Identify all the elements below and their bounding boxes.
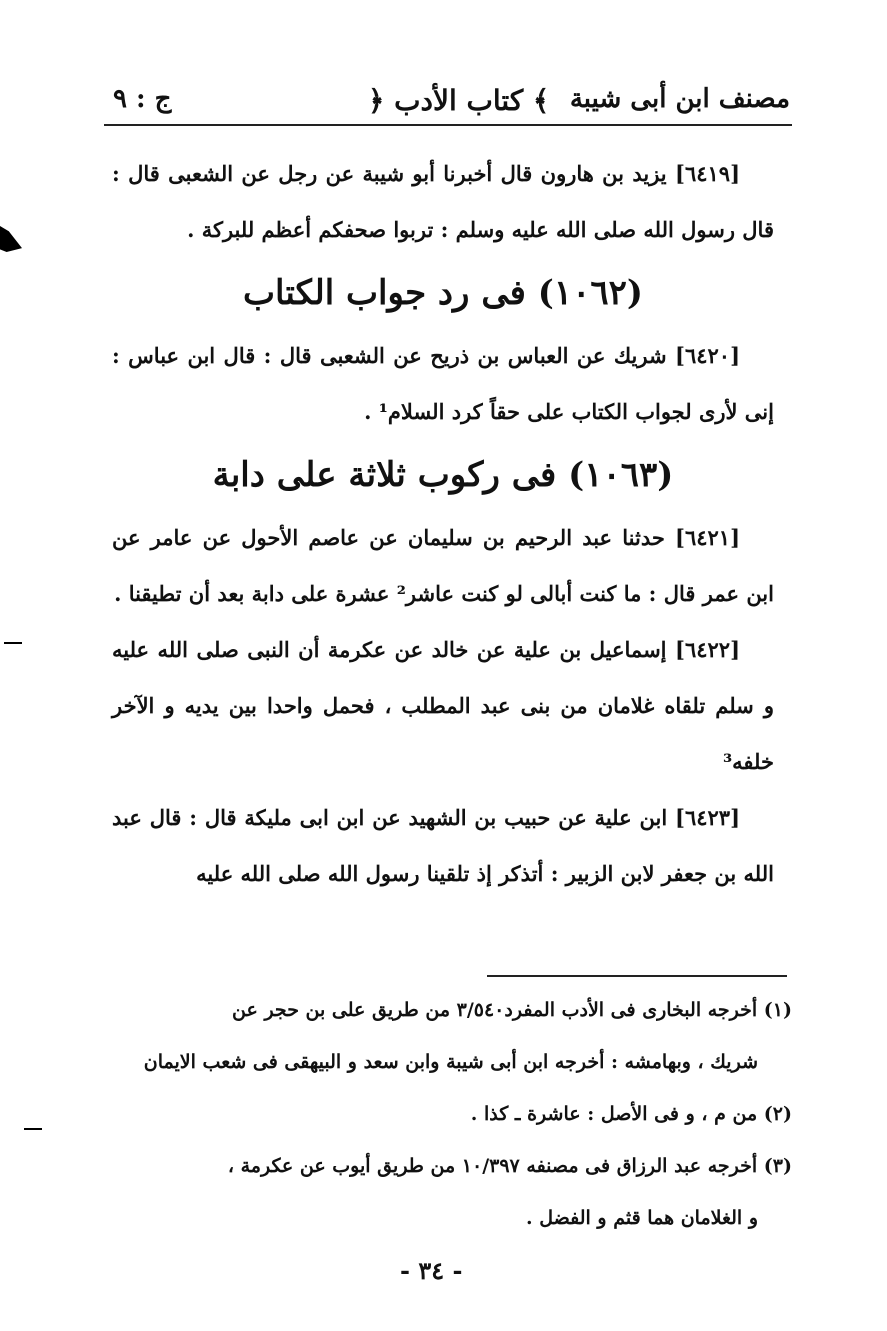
section-heading: (١٠٦٣) فى ركوب ثلاثة على دابة <box>212 455 674 495</box>
hadith-paragraph: [٦٤٢٠] شريك عن العباس بن ذريح عن الشعبى قال : قال ابن عباس : إنى لأرى لجواب الكتاب على حقاً كرد السلام¹ . <box>112 343 774 424</box>
footnote-line: (٢) من م ، و فى الأصل : عاشرة ـ كذا . <box>470 1103 792 1125</box>
book-title: مصنف ابن أبى شيبة <box>569 84 790 114</box>
main-text <box>112 146 774 902</box>
volume-number: ج : ٩ <box>113 84 172 114</box>
footnote-line: (٣) أخرجه عبد الرزاق فى مصنفه ١٠/٣٩٧ من طريق أيوب عن عكرمة ، <box>227 1155 792 1177</box>
scan-speck-mark <box>24 1128 42 1130</box>
footnote-line: (١) أخرجه البخارى فى الأدب المفرد٣/٥٤٠ من طريق على بن حجر عن <box>232 999 792 1021</box>
section-heading: (١٠٦٢) فى رد جواب الكتاب <box>243 273 643 313</box>
footnotes <box>112 984 792 1244</box>
hadith-paragraph: [٦٤٢٣] ابن علية عن حبيب بن الشهيد عن ابن ابى مليكة قال : قال عبد الله بن جعفر لابن الزبير : أتذكر إذ تلقينا رسول الله صلى الله عليه <box>112 805 774 886</box>
hadith-paragraph: [٦٤٢١] حدثنا عبد الرحيم بن سليمان عن عاصم الأحول عن عامر عن ابن عمر قال : ما كنت أبالى لو كنت عاشر² عشرة على دابة بعد أن تطيقنا . <box>112 525 774 606</box>
header-rule <box>104 124 792 126</box>
page-number: - ٣٤ - <box>400 1256 463 1285</box>
chapter-title: ﴿ كتاب الأدب ﴾ <box>368 84 550 117</box>
footnote-line: و الغلامان هما قثم و الفضل . <box>526 1207 758 1229</box>
scan-speck-mark <box>4 642 22 644</box>
hadith-paragraph: [٦٤٢٢] إسماعيل بن علية عن خالد عن عكرمة أن النبى صلى الله عليه و سلم تلقاه غلامان من بنى عبد المطلب ، فحمل واحدا بين يديه و الآخر خلفه³ <box>112 637 774 774</box>
scan-speck-left <box>0 226 22 252</box>
hadith-paragraph: [٦٤١٩] يزيد بن هارون قال أخبرنا أبو شيبة عن رجل عن الشعبى قال : قال رسول الله صلى الله عليه وسلم : تربوا صحفكم أعظم للبركة . <box>112 161 774 242</box>
footnote-rule <box>487 975 787 977</box>
footnote-line: شريك ، وبهامشه : أخرجه ابن أبى شيبة وابن سعد و البيهقى فى شعب الايمان <box>143 1051 758 1073</box>
